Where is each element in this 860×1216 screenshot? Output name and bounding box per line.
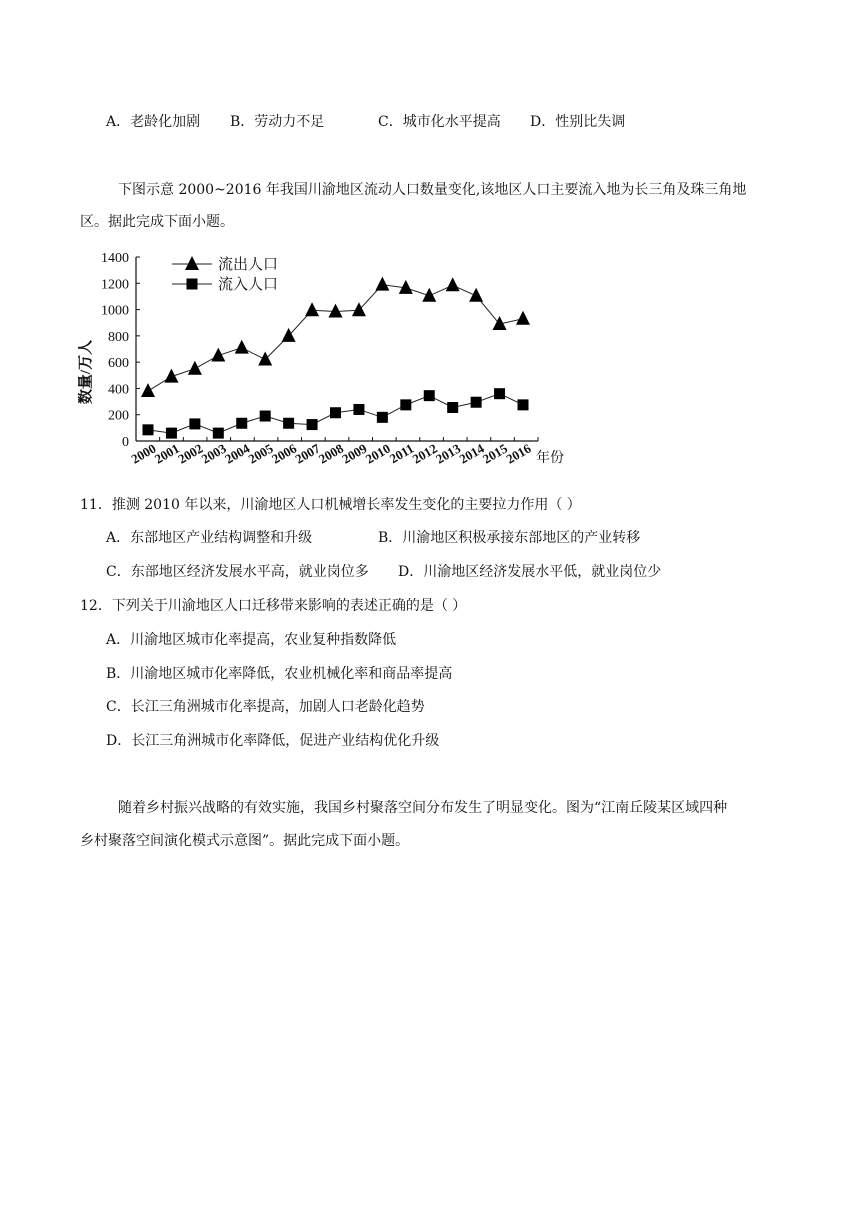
x-tick-label: 2004	[222, 440, 253, 467]
outflow-series-line	[148, 285, 523, 391]
passage1-line2: 区。据此完成下面小题。	[80, 214, 234, 230]
x-tick-label: 2010	[362, 440, 393, 467]
inflow-data-point	[283, 418, 294, 429]
q11-options-row2	[106, 562, 661, 582]
q12-option-c: C．长江三角洲城市化率提高，加剧人口老龄化趋势	[106, 699, 425, 715]
y-tick-label: 1000	[101, 303, 129, 319]
x-tick-label: 2003	[198, 440, 229, 467]
x-tick-label: 2001	[151, 440, 182, 467]
x-tick-label: 2014	[456, 440, 487, 467]
inflow-data-point	[494, 388, 505, 399]
passage1-line1: 下图示意 2000~2016 年我国川渝地区流动人口数量变化,该地区人口主要流入地为长三角及珠三角地	[118, 182, 747, 198]
inflow-data-point	[307, 419, 318, 430]
chart-markers	[141, 277, 530, 439]
inflow-data-point	[518, 399, 529, 410]
q10-option-d: D．性别比失调	[530, 114, 626, 130]
x-tick-label: 2000	[128, 440, 159, 467]
q10-option-c: C．城市化水平提高	[378, 114, 501, 130]
x-axis-label: 年份	[536, 451, 564, 466]
x-tick-label: 2016	[503, 440, 534, 467]
q10-options	[106, 112, 625, 132]
outflow-data-point	[305, 302, 319, 316]
outflow-data-point	[422, 288, 436, 302]
q12-stem: 12．下列关于川渝地区人口迁移带来影响的表述正确的是（ ）	[80, 598, 467, 614]
passage2-line1: 随着乡村振兴战略的有效实施，我国乡村聚落空间分布发生了明显变化。图为“江南丘陵某区域四种	[118, 800, 728, 816]
x-tick-label: 2002	[175, 440, 206, 467]
q10-option-a: A．老龄化加剧	[106, 114, 201, 130]
inflow-data-point	[400, 399, 411, 410]
y-tick-label: 200	[108, 408, 129, 424]
x-tick-label: 2005	[245, 440, 276, 467]
inflow-data-point	[143, 424, 154, 435]
x-tick-label: 2012	[409, 440, 440, 467]
outflow-data-point	[258, 352, 272, 366]
q12-option-a: A．川渝地区城市化率提高，农业复种指数降低	[106, 632, 397, 648]
x-tick-label: 2011	[386, 440, 417, 467]
y-tick-label: 1200	[101, 277, 129, 293]
y-tick-label: 600	[108, 356, 129, 372]
outflow-data-point	[375, 277, 389, 291]
x-tick-label: 2007	[292, 440, 323, 467]
chart-legend	[172, 256, 278, 293]
y-tick-label: 0	[122, 435, 129, 450]
q11-option-b: B．川渝地区积极承接东部地区的产业转移	[378, 530, 641, 546]
q11-option-a: A．东部地区产业结构调整和升级	[106, 530, 313, 546]
passage2-line2: 乡村聚落空间演化模式示意图”。据此完成下面小题。	[80, 833, 410, 849]
inflow-data-point	[260, 411, 271, 422]
migration-line-chart	[78, 246, 598, 474]
y-axis-label: 数量/万人	[78, 339, 94, 405]
legend-triangle-icon	[185, 256, 199, 270]
inflow-data-point	[330, 407, 341, 418]
inflow-data-point	[236, 418, 247, 429]
x-tick-label: 2015	[480, 440, 511, 467]
y-tick-label: 400	[108, 382, 129, 398]
outflow-data-point	[329, 304, 343, 318]
q11-stem: 11．推测 2010 年以来，川渝地区人口机械增长率发生变化的主要拉力作用（ ）	[80, 497, 581, 513]
q12-option-b: B．川渝地区城市化率降低，农业机械化率和商品率提高	[106, 666, 453, 682]
inflow-data-point	[166, 428, 177, 439]
outflow-data-point	[164, 369, 178, 383]
inflow-data-point	[471, 397, 482, 408]
x-tick-label: 2013	[433, 440, 464, 467]
outflow-data-point	[516, 311, 530, 325]
x-tick-label: 2006	[269, 440, 300, 467]
q10-option-b: B．劳动力不足	[230, 114, 325, 130]
outflow-data-point	[188, 361, 202, 375]
outflow-data-point	[446, 277, 460, 291]
y-tick-label: 1400	[101, 251, 129, 266]
outflow-data-point	[211, 348, 225, 362]
q12-option-d: D．长江三角洲城市化率降低，促进产业结构优化升级	[106, 733, 440, 749]
legend-label: 流出人口	[218, 257, 279, 273]
inflow-data-point	[353, 404, 364, 415]
y-tick-label: 800	[108, 329, 129, 345]
inflow-data-point	[424, 390, 435, 401]
legend-label: 流入人口	[218, 277, 279, 293]
x-tick-label: 2008	[315, 440, 346, 467]
outflow-data-point	[469, 288, 483, 302]
q11-options-row1	[106, 528, 640, 548]
x-tick-label: 2009	[339, 440, 370, 467]
legend-square-icon	[187, 279, 198, 290]
outflow-data-point	[235, 340, 249, 354]
inflow-data-point	[189, 418, 200, 429]
inflow-data-point	[213, 428, 224, 439]
inflow-data-point	[377, 412, 388, 423]
q11-option-c: C．东部地区经济发展水平高，就业岗位多	[106, 564, 369, 580]
q11-option-d: D．川渝地区经济发展水平低，就业岗位少	[398, 564, 662, 580]
inflow-data-point	[447, 402, 458, 413]
outflow-data-point	[141, 383, 155, 397]
